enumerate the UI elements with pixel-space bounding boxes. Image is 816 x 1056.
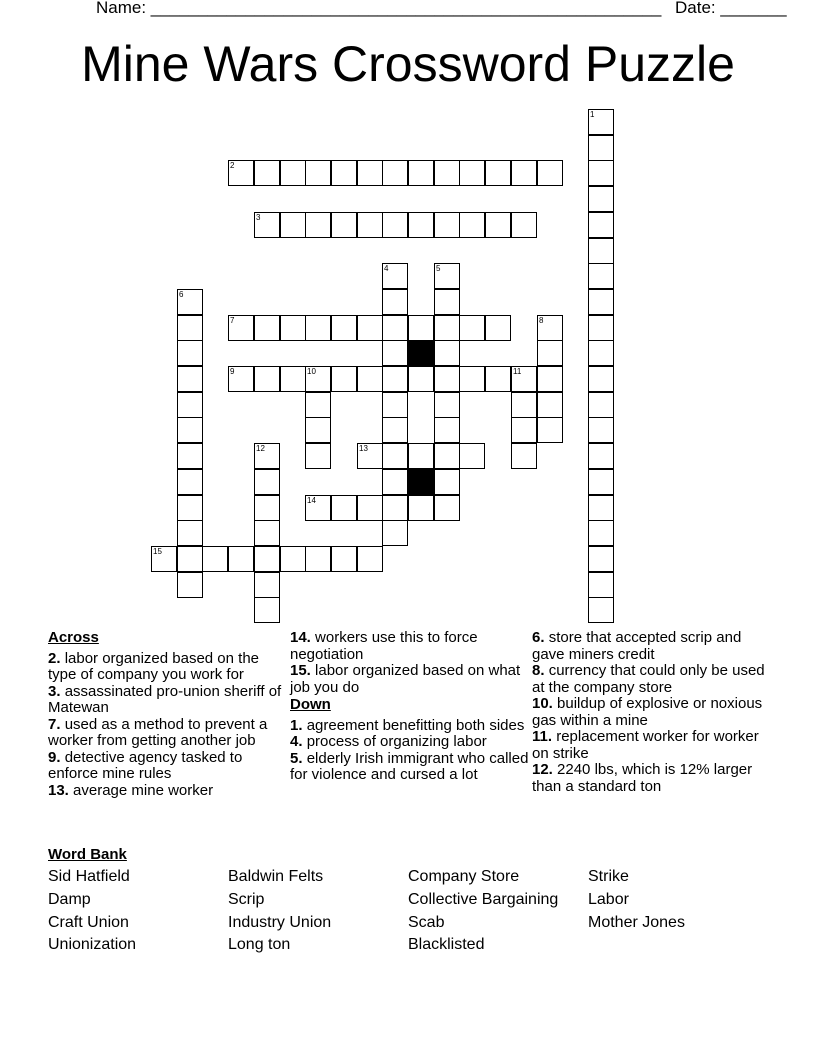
crossword-cell[interactable] [511,392,537,418]
crossword-black-cell [408,340,434,366]
across-clue-3: 3. assassinated pro-union sheriff of Matewan [48,682,282,716]
crossword-cell[interactable] [459,366,485,392]
crossword-cell[interactable] [408,495,434,521]
crossword-cell[interactable] [254,160,280,186]
crossword-cell[interactable] [151,546,177,572]
crossword-cell[interactable] [228,160,254,186]
date-field-label: Date: _______ [675,0,787,17]
across-heading: Across [48,629,99,646]
word-bank-item: Scab [408,914,445,931]
crossword-cell[interactable] [408,160,434,186]
crossword-cell[interactable] [434,366,460,392]
crossword-cell[interactable] [588,186,614,212]
crossword-cell[interactable] [588,366,614,392]
down-clue-10: 10. buildup of explosive or noxious gas within a mine [532,695,763,729]
crossword-cell[interactable] [254,572,280,598]
crossword-cell[interactable] [511,212,537,238]
crossword-cell[interactable] [254,212,280,238]
crossword-cell[interactable] [434,469,460,495]
crossword-cell[interactable] [382,520,408,546]
crossword-cell[interactable] [357,160,383,186]
word-bank-item: Company Store [408,868,520,885]
down-clue-12: 12. 2240 lbs, which is 12% larger than a standard ton [532,761,753,795]
word-bank-item: Collective Bargaining [408,891,559,908]
crossword-cell[interactable] [459,443,485,469]
down-clue-11: 11. replacement worker for worker on strike [532,728,759,762]
crossword-cell[interactable] [357,212,383,238]
crossword-cell[interactable] [177,392,203,418]
crossword-cell[interactable] [254,366,280,392]
crossword-cell[interactable] [331,366,357,392]
across-clue-2: 2. labor organized based on the type of company you work for [48,649,259,683]
crossword-cell[interactable] [177,469,203,495]
crossword-cell[interactable] [280,366,306,392]
down-clue-5: 5. elderly Irish immigrant who called for violence and cursed a lot [290,749,529,783]
crossword-cell[interactable] [588,340,614,366]
crossword-cell[interactable] [537,392,563,418]
clue-number: 7 [230,316,235,325]
word-bank-item: Unionization [48,936,137,953]
across-clue-13: 13. average mine worker [48,781,214,799]
crossword-cell[interactable] [357,366,383,392]
crossword-cell[interactable] [459,212,485,238]
crossword-cell[interactable] [537,315,563,341]
crossword-cell[interactable] [357,443,383,469]
crossword-cell[interactable] [305,546,331,572]
down-clue-8: 8. currency that could only be used at the company store [532,662,765,696]
clue-number: 11 [513,367,522,376]
crossword-cell[interactable] [280,212,306,238]
crossword-cell[interactable] [177,340,203,366]
crossword-cell[interactable] [434,263,460,289]
crossword-cell[interactable] [382,495,408,521]
crossword-cell[interactable] [382,212,408,238]
word-bank-item: Damp [48,891,91,908]
crossword-cell[interactable] [408,212,434,238]
clue-number: 10 [307,367,316,376]
crossword-cell[interactable] [588,109,614,135]
crossword-cell[interactable] [280,160,306,186]
word-bank-item: Long ton [228,936,291,953]
crossword-cell[interactable] [588,160,614,186]
crossword-black-cell [408,469,434,495]
down-clue-4: 4. process of organizing labor [290,733,487,750]
crossword-cell[interactable] [511,443,537,469]
crossword-cell[interactable] [254,520,280,546]
crossword-cell[interactable] [588,263,614,289]
crossword-cell[interactable] [588,495,614,521]
crossword-cell[interactable] [305,315,331,341]
crossword-cell[interactable] [434,495,460,521]
crossword-cell[interactable] [177,417,203,443]
crossword-cell[interactable] [228,546,254,572]
crossword-cell[interactable] [537,340,563,366]
clue-number: 14 [307,496,316,505]
word-bank-item: Industry Union [228,914,332,931]
clues-column-1 [48,630,288,799]
crossword-cell[interactable] [537,160,563,186]
crossword-cell[interactable] [177,572,203,598]
crossword-cell[interactable] [177,520,203,546]
clue-number: 6 [179,290,184,299]
crossword-cell[interactable] [305,443,331,469]
down-clue-6: 6. store that accepted scrip and gave miners credit [532,629,742,663]
crossword-cell[interactable] [305,212,331,238]
crossword-cell[interactable] [254,315,280,341]
crossword-cell[interactable] [305,160,331,186]
crossword-cell[interactable] [357,546,383,572]
word-bank-item: Labor [588,891,629,908]
clue-number: 12 [256,444,265,453]
crossword-cell[interactable] [588,469,614,495]
clue-number: 3 [256,213,261,222]
crossword-cell[interactable] [305,495,331,521]
crossword-cell[interactable] [331,212,357,238]
crossword-cell[interactable] [511,417,537,443]
crossword-cell[interactable] [382,160,408,186]
crossword-cell[interactable] [280,546,306,572]
word-bank-item: Craft Union [48,914,129,931]
name-field-label: Name: ______________________________________________________ [96,0,662,17]
crossword-cell[interactable] [511,160,537,186]
crossword-cell[interactable] [331,315,357,341]
crossword-cell[interactable] [434,289,460,315]
down-heading: Down [290,696,331,713]
word-bank-item: Baldwin Felts [228,868,324,885]
clue-number: 2 [230,161,235,170]
crossword-cell[interactable] [382,417,408,443]
clues-column-2 [290,630,530,784]
clue-number: 8 [539,316,544,325]
crossword-cell[interactable] [357,315,383,341]
crossword-cell[interactable] [434,160,460,186]
crossword-cell[interactable] [331,495,357,521]
clue-number: 15 [153,547,162,556]
crossword-cell[interactable] [588,238,614,264]
crossword-cell[interactable] [588,135,614,161]
crossword-cell[interactable] [588,443,614,469]
word-bank-item: Scrip [228,891,265,908]
across-clue-7: 7. used as a method to prevent a worker from getting another job [48,715,268,749]
crossword-cell[interactable] [357,495,383,521]
crossword-cell[interactable] [588,417,614,443]
clue-number: 9 [230,367,235,376]
crossword-cell[interactable] [485,212,511,238]
crossword-cell[interactable] [382,263,408,289]
crossword-cell[interactable] [485,366,511,392]
crossword-cell[interactable] [588,315,614,341]
crossword-cell[interactable] [228,366,254,392]
crossword-cell[interactable] [537,417,563,443]
crossword-cell[interactable] [588,597,614,623]
down-clue-1: 1. agreement benefitting both sides [290,716,525,734]
word-bank-item: Strike [588,868,629,885]
word-bank-heading: Word Bank [48,846,127,863]
crossword-cell[interactable] [254,546,280,572]
crossword-cell[interactable] [382,366,408,392]
crossword-cell[interactable] [382,289,408,315]
page-title: Mine Wars Crossword Puzzle [81,36,735,92]
crossword-cell[interactable] [511,366,537,392]
crossword-cell[interactable] [177,315,203,341]
crossword-cell[interactable] [382,340,408,366]
crossword-cell[interactable] [382,315,408,341]
crossword-cell[interactable] [485,315,511,341]
across-clue-15: 15. labor organized based on what job you do [290,662,521,696]
crossword-cell[interactable] [305,417,331,443]
crossword-cell[interactable] [588,392,614,418]
clue-number: 4 [384,264,389,273]
crossword-cell[interactable] [588,546,614,572]
crossword-cell[interactable] [382,469,408,495]
clue-number: 1 [590,110,595,119]
crossword-cell[interactable] [177,546,203,572]
crossword-cell[interactable] [177,366,203,392]
crossword-cell[interactable] [305,392,331,418]
crossword-cell[interactable] [382,443,408,469]
clue-number: 5 [436,264,441,273]
across-clue-14: 14. workers use this to force negotiation [290,629,478,663]
crossword-cell[interactable] [588,289,614,315]
crossword-cell[interactable] [408,315,434,341]
crossword-cell[interactable] [254,469,280,495]
crossword-cell[interactable] [408,366,434,392]
crossword-cell[interactable] [177,289,203,315]
crossword-cell[interactable] [228,315,254,341]
crossword-cell[interactable] [254,443,280,469]
crossword-cell[interactable] [434,340,460,366]
crossword-cell[interactable] [382,392,408,418]
crossword-cell[interactable] [305,366,331,392]
word-bank-item: Mother Jones [588,914,685,931]
crossword-cell[interactable] [434,212,460,238]
word-bank-item: Blacklisted [408,936,485,953]
word-bank-item: Sid Hatfield [48,868,130,885]
crossword-cell[interactable] [408,443,434,469]
crossword-cell[interactable] [280,315,306,341]
crossword-cell[interactable] [588,520,614,546]
crossword-cell[interactable] [434,315,460,341]
clues-column-3 [532,630,772,795]
crossword-cell[interactable] [177,443,203,469]
crossword-cell[interactable] [459,315,485,341]
clue-number: 13 [359,444,368,453]
crossword-cell[interactable] [537,366,563,392]
crossword-cell[interactable] [331,160,357,186]
crossword-cell[interactable] [459,160,485,186]
crossword-cell[interactable] [434,392,460,418]
across-clue-9: 9. detective agency tasked to enforce mine rules [48,748,243,782]
crossword-cell[interactable] [254,495,280,521]
crossword-cell[interactable] [588,572,614,598]
crossword-cell[interactable] [254,597,280,623]
crossword-cell[interactable] [177,495,203,521]
crossword-cell[interactable] [331,546,357,572]
crossword-cell[interactable] [202,546,228,572]
crossword-cell[interactable] [485,160,511,186]
crossword-cell[interactable] [588,212,614,238]
crossword-cell[interactable] [434,417,460,443]
crossword-cell[interactable] [434,443,460,469]
